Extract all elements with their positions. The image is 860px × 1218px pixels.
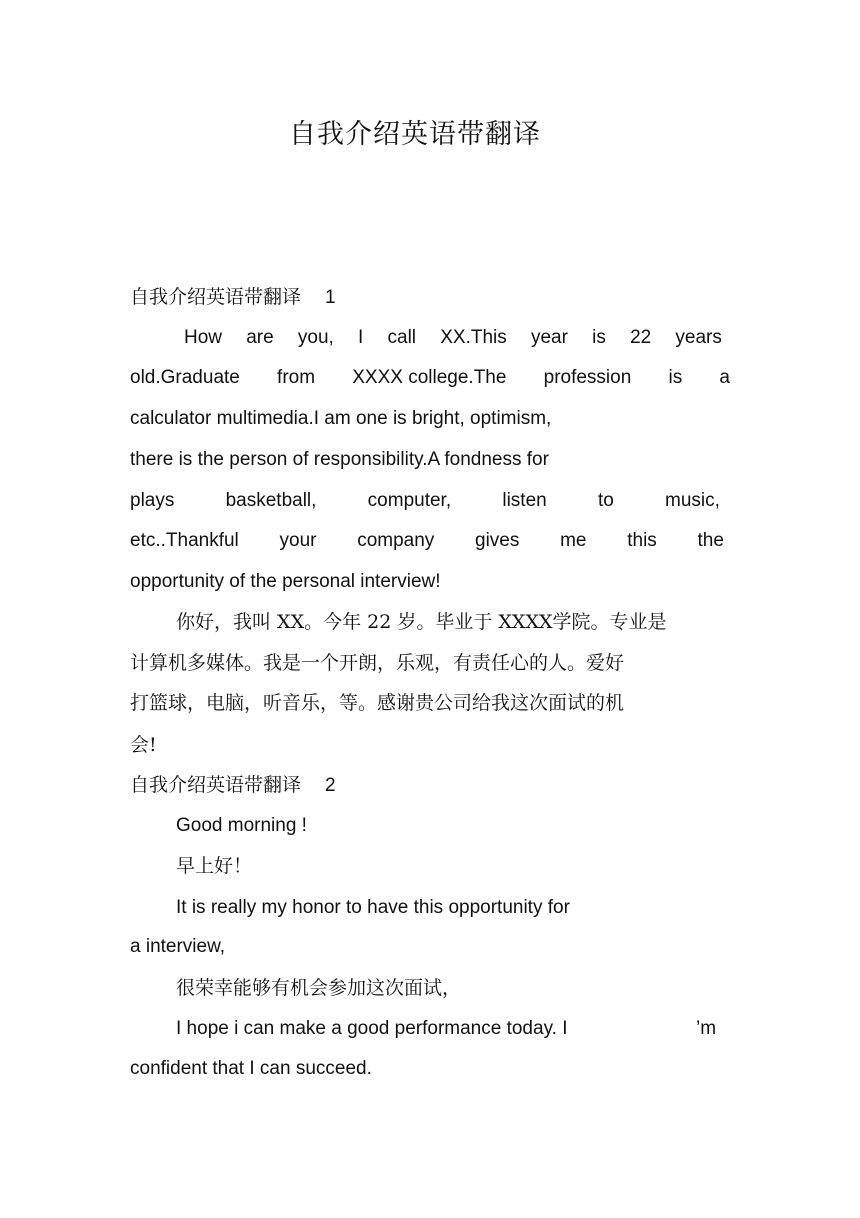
- word: I: [358, 327, 364, 348]
- word: this: [627, 530, 657, 551]
- paragraph-line: Good morning !: [176, 815, 307, 836]
- paragraph-line: [130, 366, 730, 390]
- paragraph-line-fragment: ’m: [696, 1018, 717, 1039]
- paragraph-line: 会!: [130, 734, 157, 756]
- paragraph-line: [184, 326, 722, 350]
- word: basketball,: [225, 490, 317, 511]
- word: is: [668, 367, 683, 388]
- paragraph-line: 早上好！: [176, 855, 253, 877]
- paragraph-line: 打篮球，电脑，听音乐，等。感谢贵公司给我这次面试的机: [130, 692, 625, 714]
- word: etc..Thankful: [130, 530, 239, 551]
- word: computer,: [367, 490, 452, 511]
- word: me: [560, 530, 587, 551]
- section-heading-2: [130, 773, 336, 798]
- word: XX.This: [440, 327, 507, 348]
- paragraph-line: confident that I can succeed.: [130, 1058, 372, 1079]
- word: profession: [543, 367, 632, 388]
- word: the: [697, 530, 724, 551]
- paragraph-line: a interview,: [130, 936, 226, 957]
- word: you,: [297, 327, 334, 348]
- word: plays: [130, 490, 175, 511]
- paragraph-line: I hope i can make a good performance today. I: [176, 1018, 568, 1039]
- paragraph-line: 很荣幸能够有机会参加这次面试，: [176, 977, 462, 999]
- word: call: [387, 327, 417, 348]
- section-heading-text: 自我介绍英语带翻译: [130, 286, 302, 308]
- section-heading-text: 自我介绍英语带翻译: [130, 774, 302, 796]
- word: company: [357, 530, 435, 551]
- word: old.Graduate: [130, 367, 240, 388]
- word: year: [530, 327, 568, 348]
- word: your: [279, 530, 317, 551]
- paragraph-line: [130, 529, 724, 553]
- paragraph-line: 你好，我叫 XX。今年 22 岁。毕业于 XXXX学院。专业是: [176, 611, 667, 633]
- paragraph-line: opportunity of the personal interview!: [130, 571, 441, 592]
- word: is: [592, 327, 606, 348]
- paragraph-line: 计算机多媒体。我是一个开朗，乐观，有责任心的人。爱好: [130, 652, 625, 674]
- word: to: [597, 490, 614, 511]
- paragraph-line: there is the person of responsibility.A fondness for: [130, 449, 549, 470]
- word: XXXX college.The: [352, 367, 507, 388]
- word: years: [675, 327, 722, 348]
- word: a: [719, 367, 730, 388]
- word: gives: [475, 530, 520, 551]
- section-heading-1: [130, 285, 336, 310]
- word: from: [277, 367, 316, 388]
- word: 22: [630, 327, 652, 348]
- word: are: [246, 327, 274, 348]
- word: music,: [665, 490, 720, 511]
- section-number: 1: [325, 287, 336, 308]
- word: listen: [502, 490, 547, 511]
- paragraph-line: [130, 489, 720, 513]
- document-title: 自我介绍英语带翻译: [289, 119, 541, 150]
- section-number: 2: [325, 775, 336, 796]
- word: How: [184, 327, 223, 348]
- paragraph-line: calculator multimedia.I am one is bright, optimism,: [130, 408, 552, 429]
- paragraph-line: It is really my honor to have this opportunity for: [176, 897, 570, 918]
